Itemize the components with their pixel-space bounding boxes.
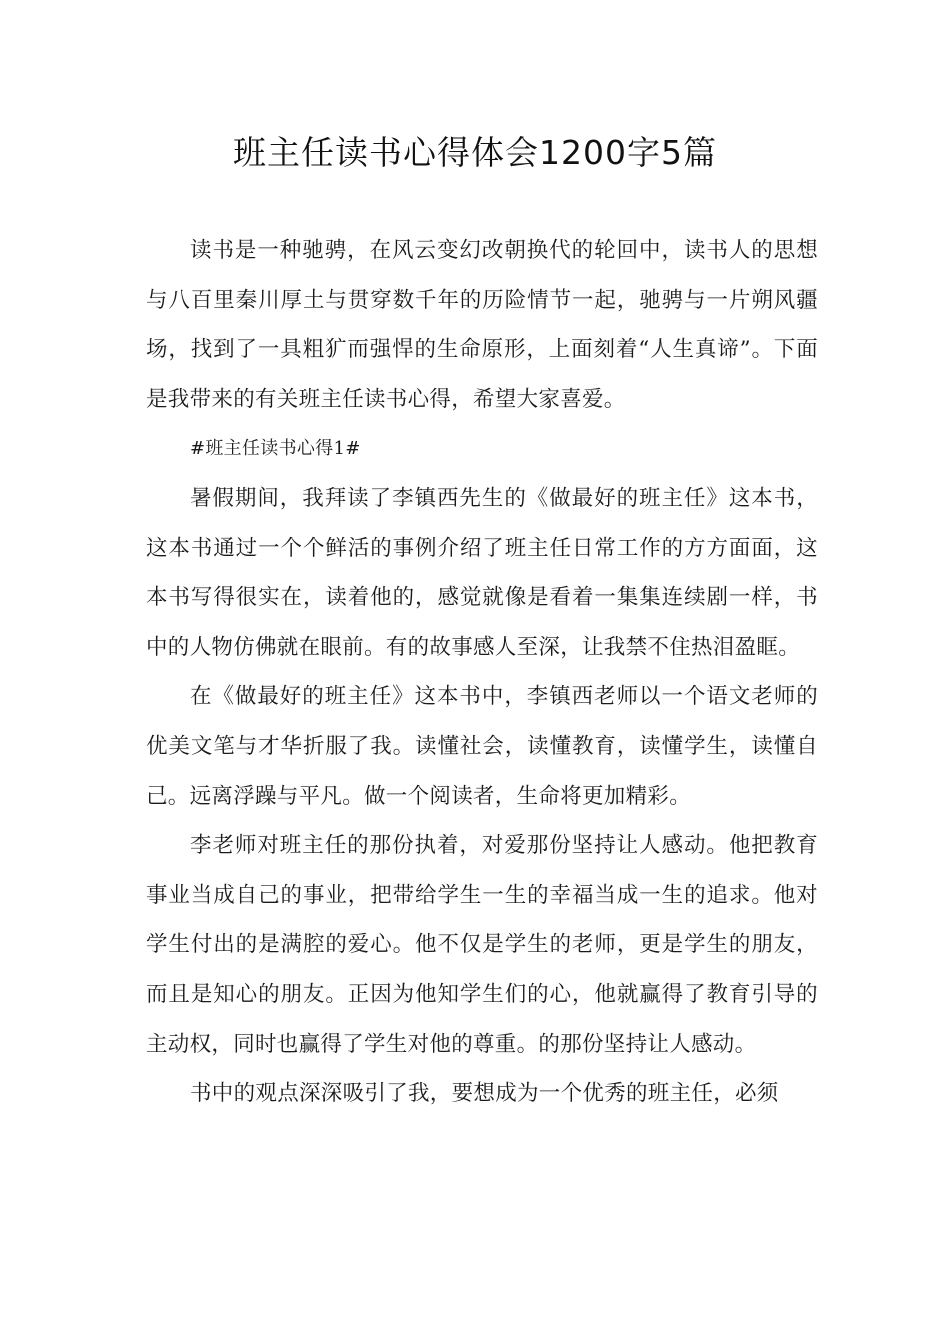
- body-paragraph-2: 在《做最好的班主任》这本书中，李镇西老师以一个语文老师的优美文笔与才华折服了我。读懂社会，读懂教育，读懂学生，读懂自己。远离浮躁与平凡。做一个阅读者，生命将更加精彩。: [146, 684, 818, 809]
- body-paragraph-1: 暑假期间，我拜读了李镇西先生的《做最好的班主任》这本书，这本书通过一个个鲜活的事例介绍了班主任日常工作的方方面面，这本书写得很实在，读着他的，感觉就像是看着一集集连续剧一样，书中的人物仿佛就在眼前。有的故事感人至深，让我禁不住热泪盈眶。: [146, 485, 818, 660]
- body-paragraph-4: 书中的观点深深吸引了我，要想成为一个优秀的班主任，必须: [190, 1081, 779, 1107]
- body-paragraph-3: 李老师对班主任的那份执着，对爱那份坚持让人感动。他把教育事业当成自己的事业，把带给学生一生的幸福当成一生的追求。他对学生付出的是满腔的爱心。他不仅是学生的老师，更是学生的朋友，而且是知心的朋友。正因为他知学生们的心，他就赢得了教育引导的主动权，同时也赢得了学生对他的尊重。的那份坚持让人感动。: [146, 833, 818, 1057]
- intro-paragraph: 读书是一种驰骋，在风云变幻改朝换代的轮回中，读书人的思想与八百里秦川厚土与贯穿数千年的历险情节一起，驰骋与一片朔风疆场，找到了一具粗犷而强悍的生命原形，上面刻着“人生真谛”。下面是我带来的有关班主任读书心得，希望大家喜爱。: [146, 238, 818, 412]
- document-body: [146, 226, 818, 1119]
- section-heading-1: #班主任读书心得1#: [190, 438, 361, 460]
- document-title: 班主任读书心得体会1200字5篇: [233, 133, 717, 172]
